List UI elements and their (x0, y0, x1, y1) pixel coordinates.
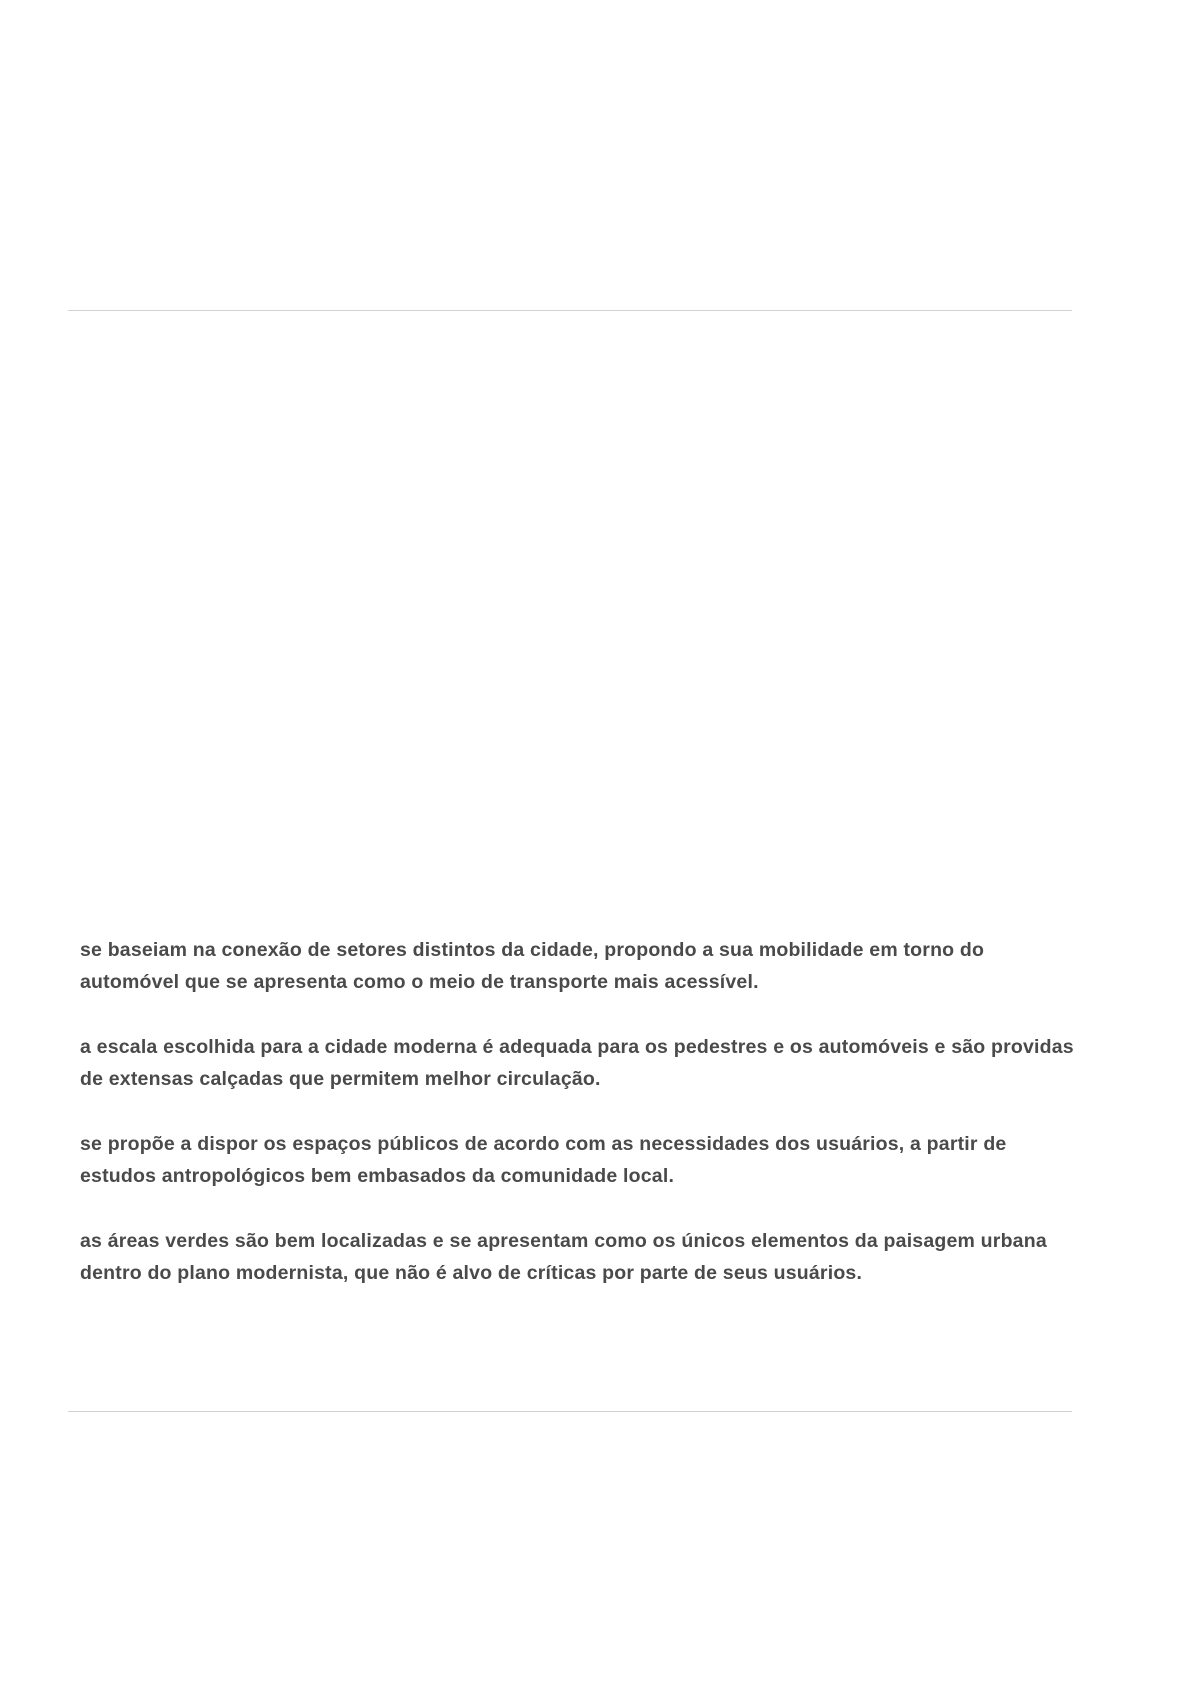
paragraph: se baseiam na conexão de setores distintos da cidade, propondo a sua mobilidade em torno do automóvel que se apresenta como o meio de transporte mais acessível. (80, 939, 985, 993)
paragraph: se propõe a dispor os espaços públicos de acordo com as necessidades dos usuários, a partir de estudos antropológicos bem embasados da comunidade local. (80, 1133, 1007, 1187)
footer-divider (68, 1411, 1072, 1412)
header-divider (68, 310, 1072, 311)
paragraph: as áreas verdes são bem localizadas e se apresentam como os únicos elementos da paisagem urbana dentro do plano modernista, que não é alvo de críticas por parte de seus usuários. (80, 1230, 1047, 1285)
paragraph: a escala escolhida para a cidade moderna é adequada para os pedestres e os automóveis e são providas de extensas calçadas que permitem melhor circulação. (80, 1036, 1074, 1090)
document-body (80, 935, 1080, 1290)
